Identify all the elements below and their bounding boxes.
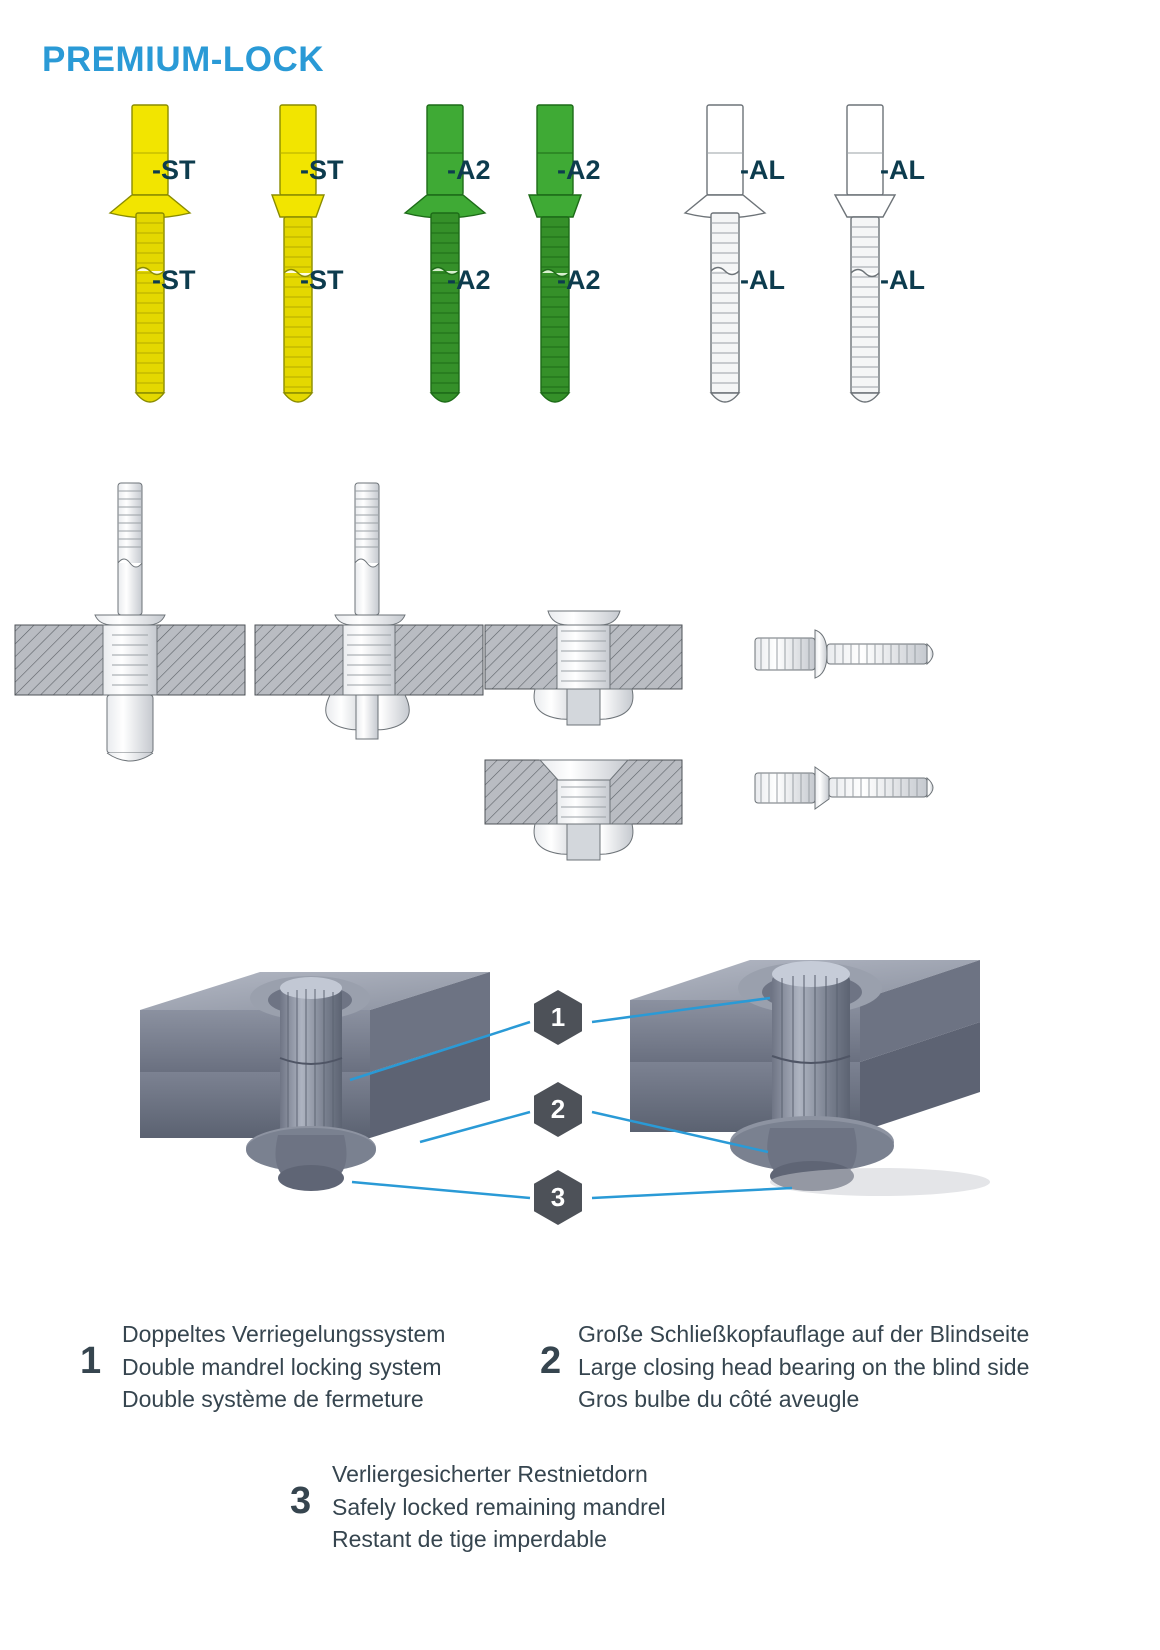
callout-1 [534, 990, 582, 1045]
rivet-al-domed [665, 95, 785, 425]
rivet-a2-csk-body-label: -A2 [557, 155, 601, 185]
callout-2-label: 2 [550, 1094, 566, 1124]
3d-cutaway-illustration [0, 930, 1160, 1300]
rivet-variant-row [0, 95, 1160, 435]
legend-item-2-fr: Gros bulbe du côté aveugle [578, 1386, 860, 1413]
rivet-st-domed-mandrel-label: -ST [152, 265, 196, 295]
rivet-a2-csk [495, 95, 615, 425]
callout-1-label: 1 [550, 1002, 566, 1032]
rivet-st-domed [90, 95, 210, 425]
rivet-al-domed-body-label: -AL [740, 155, 785, 185]
callout-3 [534, 1170, 582, 1225]
legend-item-2-number: 2 [540, 1340, 562, 1382]
legend-item-1-text [122, 1318, 445, 1416]
diagram-rivet-horizontal-domed [755, 630, 933, 678]
installation-sequence-diagrams [0, 455, 1160, 895]
diagram-rivet-horizontal-countersunk [755, 767, 933, 809]
callout-2 [534, 1082, 582, 1137]
legend-item-3-en: Safely locked remaining mandrel [332, 1493, 666, 1520]
rivet-a2-domed [385, 95, 505, 425]
rivet-a2-domed-mandrel-label: -A2 [447, 265, 491, 295]
assembly-right [630, 960, 990, 1196]
legend-item-3-fr: Restant de tige imperdable [332, 1526, 607, 1553]
rivet-al-csk-body-label: -AL [880, 155, 925, 185]
rivet-st-domed-body-label: -ST [152, 155, 196, 185]
legend-item-3-text [332, 1458, 666, 1556]
rivet-st-csk-body-label: -ST [300, 155, 344, 185]
rivet-a2-csk-mandrel-label: -A2 [557, 265, 601, 295]
legend-item-2-en: Large closing head bearing on the blind side [578, 1353, 1030, 1380]
rivet-al-csk [805, 95, 925, 425]
legend-item-1-en: Double mandrel locking system [122, 1353, 442, 1380]
rivet-st-csk-mandrel-label: -ST [300, 265, 344, 295]
assembly-left [140, 972, 490, 1191]
page-title: PREMIUM-LOCK [42, 40, 325, 79]
legend-item-1-number: 1 [80, 1340, 102, 1382]
rivet-a2-domed-body-label: -A2 [447, 155, 491, 185]
diagram-step-bulb [255, 483, 483, 739]
diagram-step-set-countersunk [485, 760, 682, 860]
callout-3-label: 3 [550, 1182, 566, 1212]
legend-item-1-fr: Double système de fermeture [122, 1386, 424, 1413]
legend-item-3-number: 3 [290, 1480, 312, 1522]
legend-item-3-de: Verliergesicherter Restnietdorn [332, 1461, 648, 1487]
rivet-st-csk [238, 95, 358, 425]
diagram-step-insert [15, 483, 245, 761]
legend-item-2-de: Große Schließkopfauflage auf der Blindseite [578, 1321, 1030, 1347]
diagram-step-set-domed [485, 611, 682, 725]
legend-item-2-text [578, 1318, 1029, 1416]
rivet-al-csk-mandrel-label: -AL [880, 265, 925, 295]
legend-item-1-de: Doppeltes Verriegelungssystem [122, 1321, 446, 1347]
rivet-al-domed-mandrel-label: -AL [740, 265, 785, 295]
